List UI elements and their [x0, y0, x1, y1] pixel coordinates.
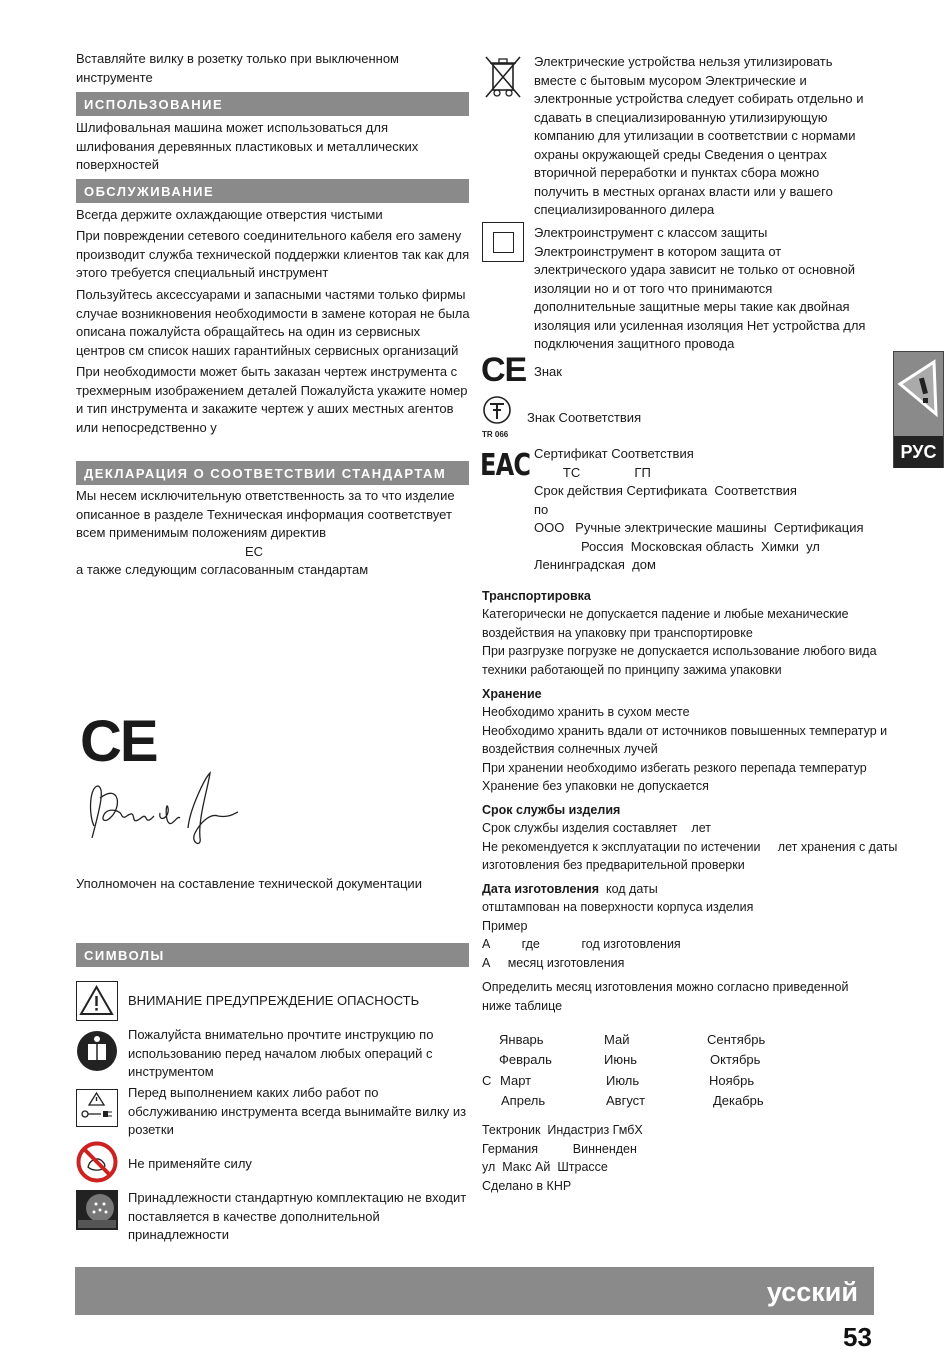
ce-label: Знак	[534, 364, 562, 379]
storage-line-3: При хранении необходимо избегать резкого перепада температур	[482, 761, 867, 775]
language-tab-label: РУС	[894, 436, 943, 468]
month-jun: Июнь	[604, 1052, 638, 1067]
month-jul: Июль	[606, 1073, 640, 1088]
month-jan: Январь	[499, 1032, 544, 1047]
manufacture-title-tail: код даты	[599, 882, 658, 896]
eac-line-0: Сертификат Соответствия	[534, 446, 694, 461]
ce-small-icon: CE	[481, 351, 527, 389]
lifetime-line-1: Не рекомендуется к эксплуатации по истечении лет хранения с даты	[482, 840, 898, 854]
symbol-text-unplug: Перед выполнением каких либо работ по обслуживанию инструмента всегда вынимайте вилку из розетки	[128, 1085, 467, 1137]
storage-line-4: Хранение без упаковки не допускается	[482, 779, 709, 793]
class2-text: Электроинструмент с классом защиты Электроинструмент в котором защита от электрического удара зависит не только от основной изоляции но и от того что принимаются дополнительные защитные меры такие как двойная изоляция или усиленная изоляция Нет устройства для подключения защитного провода	[534, 225, 866, 351]
month-nov: Ноябрь	[709, 1073, 755, 1088]
transport-line-1: воздействия на упаковку при транспортировке	[482, 626, 753, 640]
transport-title: Транспортировка	[482, 589, 591, 603]
tr-mark-icon	[481, 395, 517, 429]
lifetime-line-0: Срок службы изделия составляет лет	[482, 821, 711, 835]
month-oct: Октябрь	[710, 1052, 761, 1067]
manufacture-title: Дата изготовления	[482, 882, 600, 896]
storage-line-2: воздействия солнечных лучей	[482, 742, 658, 756]
language-tab[interactable]	[893, 351, 944, 468]
month-may: Май	[604, 1032, 630, 1047]
address-line-1: Германия Винненден	[482, 1142, 637, 1156]
no-force-icon	[76, 1141, 118, 1183]
warning-triangle-icon	[76, 981, 118, 1021]
exclamation-triangle-icon	[894, 352, 943, 424]
address-line-3: Сделано в КНР	[482, 1179, 572, 1193]
manufacture-line-1: Пример	[482, 919, 528, 933]
intro-text: Вставляйте вилку в розетку только при выключенном инструменте	[76, 51, 399, 85]
unplug-icon	[76, 1089, 118, 1127]
section-header-declaration: ДЕКЛАРАЦИЯ О СООТВЕТСТВИИ СТАНДАРТАМ	[76, 461, 469, 485]
transport-line-2: При разгрузке погрузке не допускается использование любого вида	[482, 644, 877, 658]
storage-line-1: Необходимо хранить вдали от источников повышенных температур и	[482, 724, 888, 738]
symbol-text-read-manual: Пожалуйста внимательно прочтите инструкцию по использованию перед началом любых операций с инструментом	[128, 1027, 434, 1079]
manufacture-line-0: отштампован на поверхности корпуса изделия	[482, 900, 754, 914]
month-sep: Сентябрь	[707, 1032, 766, 1047]
weee-text: Электрические устройства нельзя утилизировать вместе с бытовым мусором Электрические и электронные устройства следует собирать отдельно и сдавать в специализированную утилизирующую компанию для утилизации в соответствии с нормами охраны окружающей среды Сведения о центрах вторичной переработки и пунктах сбора можно получить в местных органах власти или у вашего специализированного дилера	[534, 54, 864, 217]
eac-line-6: Ленинградская дом	[534, 557, 656, 572]
read-manual-icon	[76, 1030, 118, 1072]
month-apr: Апрель	[501, 1093, 546, 1108]
eac-line-5: Россия Московская область Химки ул	[534, 539, 820, 554]
authorized-text: Уполномочен на составление технической документации	[76, 876, 422, 891]
month-mar: Март	[500, 1073, 532, 1088]
month-feb: Февраль	[499, 1052, 552, 1067]
eac-line-4: ООО Ручные электрические машины Сертификация	[534, 520, 864, 535]
months-prefix-2: С	[482, 1073, 492, 1088]
lifetime-line-2: изготовления без предварительной проверки	[482, 858, 745, 872]
symbol-text-warning: ВНИМАНИЕ ПРЕДУПРЕЖДЕНИЕ ОПАСНОСТЬ	[128, 993, 420, 1008]
signature-image	[80, 768, 250, 858]
accessories-icon	[76, 1190, 118, 1230]
month-aug: Август	[606, 1093, 646, 1108]
transport-line-0: Категорически не допускается падение и любые механические	[482, 607, 849, 621]
section-header-symbols: СИМВОЛЫ	[76, 943, 469, 967]
ce-mark: CE	[80, 709, 157, 774]
transport-line-3: техники работающей по принципу зажима упаковки	[482, 663, 782, 677]
service-p3: Пользуйтесь аксессуарами и запасными частями только фирмы случае возникновения необходимости в замене которая не была описана пожалуйста обращайтесь на один из сервисных центров см список наших гарантийных сервисных организаций	[76, 287, 470, 358]
service-p2: При повреждении сетевого соединительного кабеля его замену производит служба технической поддержки клиентов так как для этого требуется специальный инструмент	[76, 228, 470, 280]
storage-title: Хранение	[482, 687, 542, 701]
page-number: 53	[843, 1322, 872, 1352]
manufacture-line-2: А где год изготовления	[482, 937, 681, 951]
eac-line-2: Срок действия Сертификата Соответствия	[534, 483, 797, 498]
eac-icon: EAC	[480, 448, 531, 483]
symbol-text-no-force: Не применяйте силу	[128, 1156, 252, 1171]
declaration-text: Мы несем исключительную ответственность за то что изделие описанное в разделе Техническая информация соответствует всем применимым положениям директив	[76, 488, 455, 540]
service-p1: Всегда держите охлаждающие отверстия чистыми	[76, 207, 383, 222]
tr-code: TR 066	[482, 430, 509, 439]
tr-label: Знак Соответствия	[527, 410, 642, 425]
manufacture-heading	[482, 880, 658, 899]
use-text: Шлифовальная машина может использоваться для шлифования деревянных пластиковых и металлических поверхностей	[76, 120, 419, 172]
address-line-2: ул Макс Ай Штрассе	[482, 1160, 608, 1174]
section-header-use: ИСПОЛЬЗОВАНИЕ	[76, 92, 469, 116]
storage-line-0: Необходимо хранить в сухом месте	[482, 705, 690, 719]
manufacture-determine: Определить месяц изготовления можно согласно приведенной ниже таблице	[482, 980, 849, 1013]
crossed-bin-icon	[482, 53, 524, 101]
eac-line-1: ТС ГП	[534, 465, 651, 480]
month-dec: Декабрь	[713, 1093, 764, 1108]
class-2-icon	[482, 222, 524, 262]
section-header-service: ОБСЛУЖИВАНИЕ	[76, 179, 469, 203]
manufacture-line-3: А месяц изготовления	[482, 956, 625, 970]
address-line-0: Тектроник Индастриз ГмбХ	[482, 1123, 643, 1137]
lifetime-title: Срок службы изделия	[482, 803, 621, 817]
eac-line-3: по	[534, 502, 549, 517]
declaration-ec: ЕС	[245, 544, 264, 559]
footer-bar	[75, 1267, 874, 1315]
symbol-text-accessories: Принадлежности стандартную комплектацию не входит поставляется в качестве дополнительной принадлежности	[128, 1190, 467, 1242]
declaration-standards: а также следующим согласованным стандартам	[76, 562, 369, 577]
footer-language: усский	[766, 1277, 858, 1307]
service-p4: При необходимости может быть заказан чертеж инструмента с трехмерным изображением деталей Пожалуйста укажите номер и тип инструмента и закажите чертеж у аших местных агентов или непосредственно у	[76, 364, 468, 435]
